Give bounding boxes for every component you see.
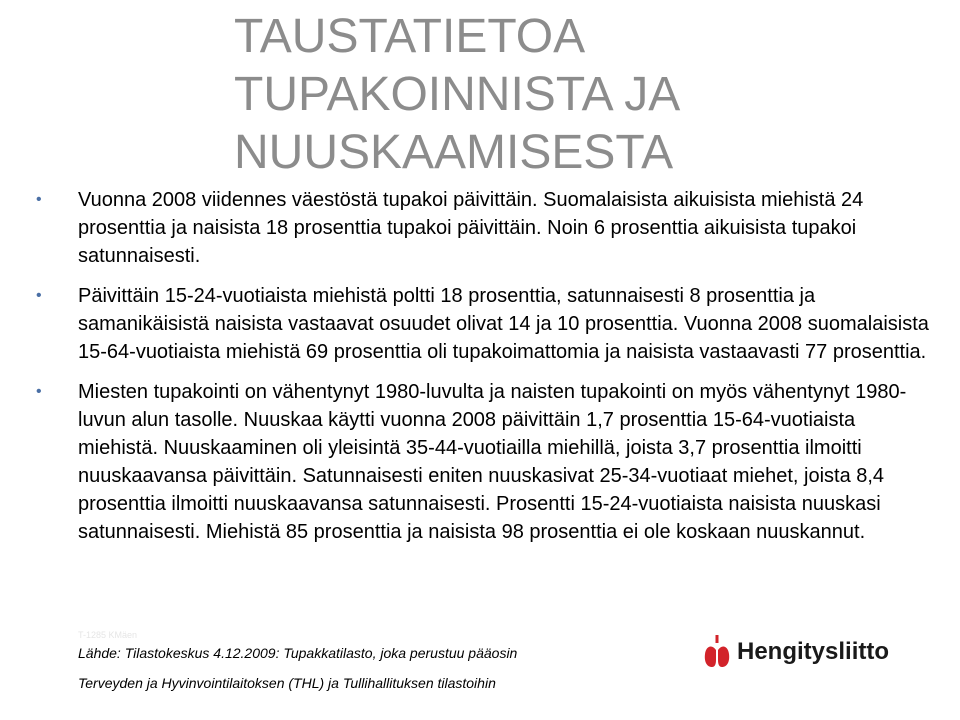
bullet-text: Vuonna 2008 viidennes väestöstä tupakoi päivittäin. Suomalaisista aikuisista miehistä 24 prosenttia ja naisista 18 prosenttia tupakoi päivittäin. Noin 6 prosenttia aikuisista tupakoi satunnaisesti. (78, 189, 864, 267)
bullet-text: Miesten tupakointi on vähentynyt 1980-luvulta ja naisten tupakointi on myös vähentynyt 1980-luvun alun tasolle. Nuuskaa käytti vuonna 2008 päivittäin 1,7 prosenttia 15-64-vuotiaista miehistä. Nuuskaaminen oli yleisintä 35-44-vuotiailla miehillä, joista 3,7 prosenttia ilmoitti nuuskaavansa päivittäin. Satunnaisesti eniten nuuskasivat 25-34-vuotiaat miehet, joista 8,4 prosenttia ilmoitti nuuskaavansa satunnaisesti. Prosentti 15-24-vuotiaista naisista nuuskasi satunnaisesti. Miehistä 85 prosenttia ja naisista 98 prosenttia ei ole koskaan nuuskannut. (78, 381, 907, 543)
title-line-2: TUPAKOINNISTA JA (234, 68, 681, 121)
bullet-marker: • (36, 287, 42, 304)
title-line-3: NUUSKAAMISESTA (234, 126, 674, 179)
title-line-1: TAUSTATIETOA (234, 10, 586, 63)
bullet-marker: • (36, 383, 42, 400)
source-line-2: Terveyden ja Hyvinvointilaitoksen (THL) ja Tullihallituksen tilastoihin (78, 675, 496, 691)
hengitysliitto-logo (703, 632, 889, 672)
logo-text: Hengitysliitto (737, 638, 890, 665)
source-line-1: Lähde: Tilastokeskus 4.12.2009: Tupakkatilasto, joka perustuu pääosin (78, 645, 518, 661)
bullet-list (30, 186, 930, 558)
bullet-item (30, 378, 930, 546)
bullet-item (30, 186, 930, 270)
bullet-text: Päivittäin 15-24-vuotiaista miehistä poltti 18 prosenttia, satunnaisesti 8 prosenttia ja samanikäisistä naisista vastaavat osuudet olivat 14 ja 10 prosenttia. Vuonna 2008 suomalaisista 15-64-vuotiaista miehistä 69 prosenttia oli tupakoimattomia ja naisista vastaavasti 77 prosenttia. (78, 285, 929, 363)
slide-code: T-1285 KMäen (78, 630, 138, 640)
bullet-item (30, 282, 930, 366)
page-title (234, 8, 934, 182)
bullet-marker: • (36, 191, 42, 208)
lungs-icon (703, 634, 731, 670)
